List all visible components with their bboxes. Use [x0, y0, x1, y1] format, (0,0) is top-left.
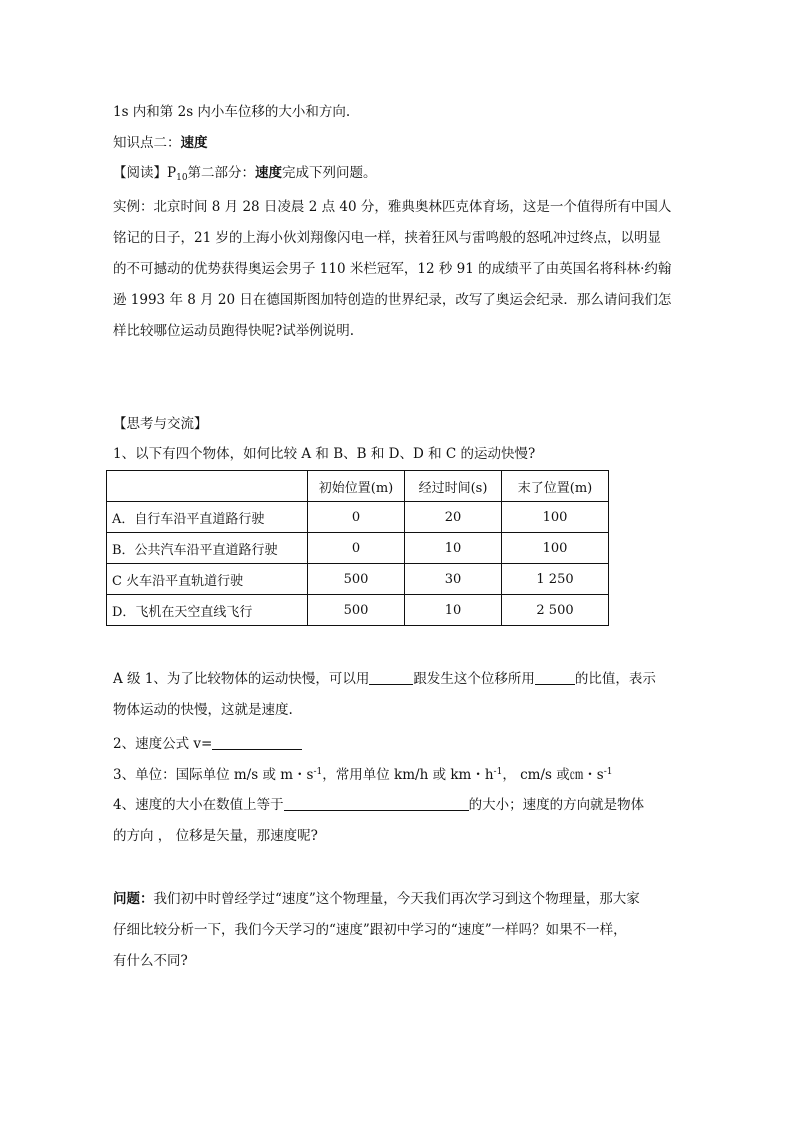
problem-line: 仔细比较分析一下，我们今天学习的“速度”跟初中学习的“速度”一样吗？如果不一样， [113, 922, 627, 938]
answer-blank[interactable] [212, 735, 302, 750]
table-header-row [107, 471, 609, 502]
table-cell: A．自行车沿平直道路行驶 [107, 502, 308, 533]
table-cell: 100 [502, 502, 609, 533]
problem-line [113, 889, 640, 909]
question-1-cont: 物体运动的快慢，这就是速度. [113, 702, 293, 718]
text-line: 1s 内和第 2s 内小车位移的大小和方向. [113, 104, 351, 120]
example-line: 逊 1993 年 8 月 20 日在德国斯图加特创造的世界纪录，改写了奥运会纪录．那么请问我们怎 [113, 292, 672, 308]
problem-line: 有什么不同? [113, 953, 188, 969]
table-row [107, 502, 609, 533]
reading-instruction [113, 163, 377, 188]
table-cell: 0 [308, 502, 405, 533]
table-cell: B．公共汽车沿平直道路行驶 [107, 533, 308, 564]
question-text: 2、速度公式 v= [113, 736, 213, 752]
question-text: 的比值，表示 [574, 671, 656, 687]
section-label: 知识点二： [113, 135, 181, 151]
exponent: -1 [313, 767, 323, 777]
reading-part: 第二部分： [187, 165, 256, 181]
answer-blank[interactable] [369, 670, 413, 685]
question-text: 4、速度的大小在数值上等于 [113, 797, 284, 813]
question-text: A 级 1、为了比较物体的运动快慢，可以用 [113, 671, 370, 687]
question-3 [113, 762, 612, 785]
table-cell: 100 [502, 533, 609, 564]
table-row [107, 564, 609, 595]
question-text: 的大小；速度的方向就是物体 [468, 797, 645, 813]
reading-suffix: 完成下列问题。 [282, 165, 377, 181]
section-heading [113, 133, 208, 153]
exponent: -1 [493, 767, 503, 777]
answer-blank[interactable] [284, 796, 469, 811]
table-cell: 2 500 [502, 595, 609, 626]
table-header: 初始位置(m) [308, 471, 405, 502]
problem-label: 问题： [113, 891, 154, 907]
table-cell: 30 [405, 564, 502, 595]
question-4 [113, 795, 644, 815]
motion-table [106, 470, 609, 626]
table-header: 末了位置(m) [502, 471, 609, 502]
example-line: 的不可撼动的优势获得奥运会男子 110 米栏冠军，12 秒 91 的成绩平了由英国名将科林·约翰 [113, 261, 672, 277]
exponent: -1 [603, 767, 613, 777]
table-row [107, 533, 609, 564]
question-text: ，常用单位 km/h 或 km・h [322, 767, 494, 783]
reading-prefix: 【阅读】P [113, 165, 177, 181]
table-cell: 20 [405, 502, 502, 533]
discussion-heading: 【思考与交流】 [113, 416, 208, 432]
page-number: 10 [176, 173, 188, 183]
question-2 [113, 734, 302, 754]
example-line: 实例：北京时间 8 月 28 日凌晨 2 点 40 分，雅典奥林匹克体育场，这是一个值得所有中国人 [113, 199, 672, 215]
discussion-question: 1、以下有四个物体，如何比较 A 和 B、B 和 D、D 和 C 的运动快慢? [113, 446, 536, 462]
table-cell: 0 [308, 533, 405, 564]
question-4-cont: 的方向 ， 位移是矢量，那速度呢? [113, 828, 318, 844]
section-title: 速度 [180, 135, 208, 151]
table-cell: 10 [405, 533, 502, 564]
table-header [107, 471, 308, 502]
table-cell: 500 [308, 564, 405, 595]
example-line: 样比较哪位运动员跑得快呢?试举例说明. [113, 323, 355, 339]
table-row [107, 595, 609, 626]
table-cell: 10 [405, 595, 502, 626]
problem-text: 我们初中时曾经学过“速度”这个物理量，今天我们再次学习到这个物理量，那大家 [153, 891, 640, 907]
question-text: ， cm/s 或㎝・s [502, 767, 604, 783]
question-text: 3、单位：国际单位 m/s 或 m・s [113, 767, 314, 783]
table-header: 经过时间(s) [405, 471, 502, 502]
reading-topic: 速度 [255, 165, 283, 181]
example-line: 铭记的日子，21 岁的上海小伙刘翔像闪电一样，挟着狂风与雷鸣般的怒吼冲过终点，以明显 [113, 230, 661, 246]
table-cell: D．飞机在天空直线飞行 [107, 595, 308, 626]
question-1 [113, 669, 656, 689]
answer-blank[interactable] [535, 670, 575, 685]
table-cell: 1 250 [502, 564, 609, 595]
table-cell: C 火车沿平直轨道行驶 [107, 564, 308, 595]
question-text: 跟发生这个位移所用 [413, 671, 535, 687]
table-cell: 500 [308, 595, 405, 626]
